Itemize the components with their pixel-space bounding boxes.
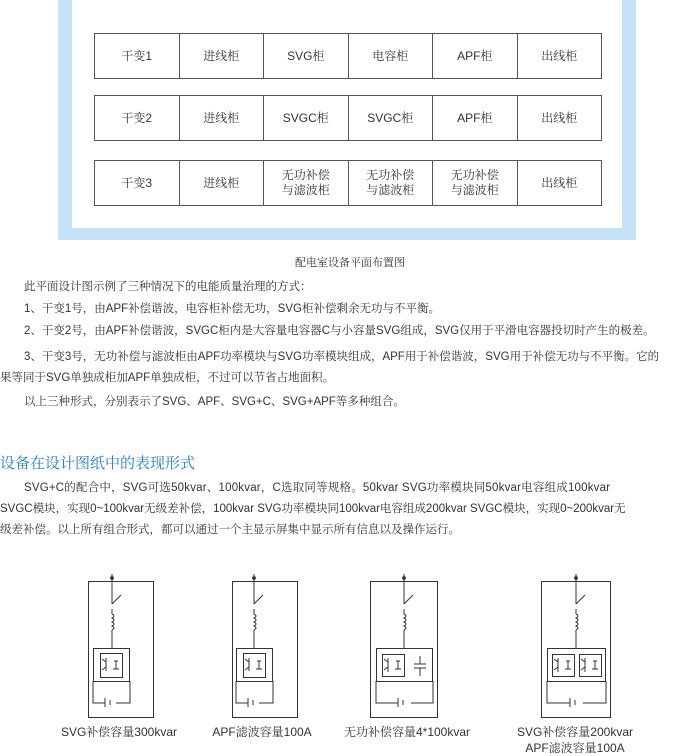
list-item: 3、干变3号，无功补偿与滤波柜由APF功率模块与SVG功率模块组成，APF用于补偿谐波，SVG用于补偿无功与不平衡。它的 <box>24 351 660 363</box>
cabinet-cell: 出线柜 <box>541 110 578 125</box>
diagram-label: SVG补偿容量200kvar APF滤波容量100A <box>516 725 634 755</box>
cabinet-cell: APF柜 <box>433 34 518 78</box>
cabinet-cell: 进线柜 <box>180 96 265 140</box>
cabinet-cell: 无功补偿 与滤波柜 <box>433 161 518 205</box>
cabinet-cell: 无功补偿 与滤波柜 <box>349 161 434 205</box>
list-item: 2、干变2号，由APF补偿谐波，SVGC柜内是大容量电容器C与小容量SVG组成，SVG仅用于平滑电容器投切时产生的极差。 <box>24 325 655 337</box>
apf-module-symbol <box>232 574 298 718</box>
svg-apf-module-symbol <box>541 574 611 718</box>
layout-row-1 <box>94 33 602 79</box>
cabinet-cell: 无功补偿 与滤波柜 <box>264 161 349 205</box>
cabinet-cell: SVG柜 <box>264 34 349 78</box>
intro-text: 此平面设计图示例了三种情况下的电能质量治理的方式： <box>24 281 312 293</box>
summary-text: 以上三种形式，分别表示了SVG、APF、SVG+C、SVG+APF等多种组合。 <box>24 396 405 408</box>
layout-row-3 <box>94 160 602 206</box>
section-paragraph-line: SVGC模块，实现0~100kvar无级差补偿，100kvar SVG功率模块同100kvar电容组成200kvar SVGC模块，实现0~200kvar无 <box>0 503 626 515</box>
diagram-label: 无功补偿容量4*100kvar <box>343 725 471 739</box>
cabinet-cell: SVGC柜 <box>264 96 349 140</box>
svg-module-symbol <box>88 574 154 718</box>
section-paragraph-line: SVG+C的配合中，SVG可选50kvar、100kvar，C选取同等规格。50kvar SVG功率模块同50kvar电容组成100kvar <box>24 482 611 494</box>
cabinet-cell: 干变2 <box>95 96 180 140</box>
svgc-module-symbol <box>370 574 438 718</box>
layout-row-2 <box>94 95 602 141</box>
diagram-label: SVG补偿容量300kvar <box>60 725 178 739</box>
figure-caption: 配电室设备平面布置图 <box>295 257 405 269</box>
section-title: 设备在设计图纸中的表现形式 <box>0 455 196 472</box>
cabinet-cell: 进线柜 <box>180 161 265 205</box>
list-item: 1、干变1号，由APF补偿谐波，电容柜补偿无功，SVG柜补偿剩余无功与不平衡。 <box>24 303 440 315</box>
cabinet-cell: SVGC柜 <box>349 96 434 140</box>
cabinet-cell: 进线柜 <box>180 34 265 78</box>
list-item: 果等同于SVG单独成柜加APF单独成柜，不过可以节省占地面积。 <box>0 372 335 384</box>
cabinet-cell: 出线柜 <box>541 48 578 63</box>
cabinet-cell: 干变3 <box>95 161 180 205</box>
cabinet-cell: APF柜 <box>433 96 518 140</box>
section-paragraph-line: 级差补偿。以上所有组合形式，都可以通过一个主显示屏集中显示所有信息以及操作运行。 <box>0 524 460 536</box>
diagram-label: APF滤波容量100A <box>212 725 312 739</box>
cabinet-cell: 干变1 <box>95 34 180 78</box>
cabinet-cell: 电容柜 <box>349 34 434 78</box>
cabinet-cell: 出线柜 <box>541 175 578 190</box>
